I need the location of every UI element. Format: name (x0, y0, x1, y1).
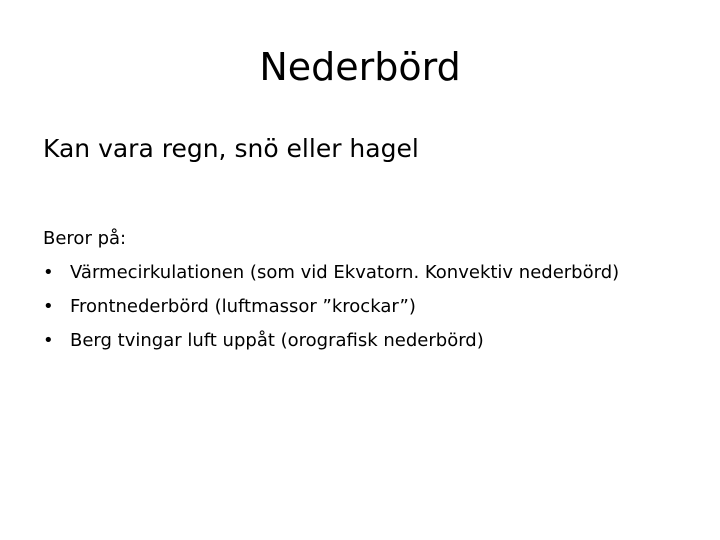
bullet-item (43, 324, 619, 358)
bullet-list (43, 256, 619, 358)
body-text (43, 222, 619, 358)
intro-text: Beror på: (43, 228, 127, 249)
bullet-item (43, 256, 619, 290)
bullet-text: Frontnederbörd (luftmassor ”krockar”) (70, 296, 416, 317)
lead-text: Kan vara regn, snö eller hagel (43, 134, 419, 163)
bullet-item (43, 290, 619, 324)
slide-title: Nederbörd (259, 45, 461, 89)
bullet-marker: • (43, 296, 54, 317)
bullet-text: Värmecirkulationen (som vid Ekvatorn. Konvektiv nederbörd) (70, 262, 620, 283)
bullet-marker: • (43, 262, 54, 283)
bullet-marker: • (43, 330, 54, 351)
bullet-text: Berg tvingar luft uppåt (orografisk nederbörd) (70, 330, 484, 351)
